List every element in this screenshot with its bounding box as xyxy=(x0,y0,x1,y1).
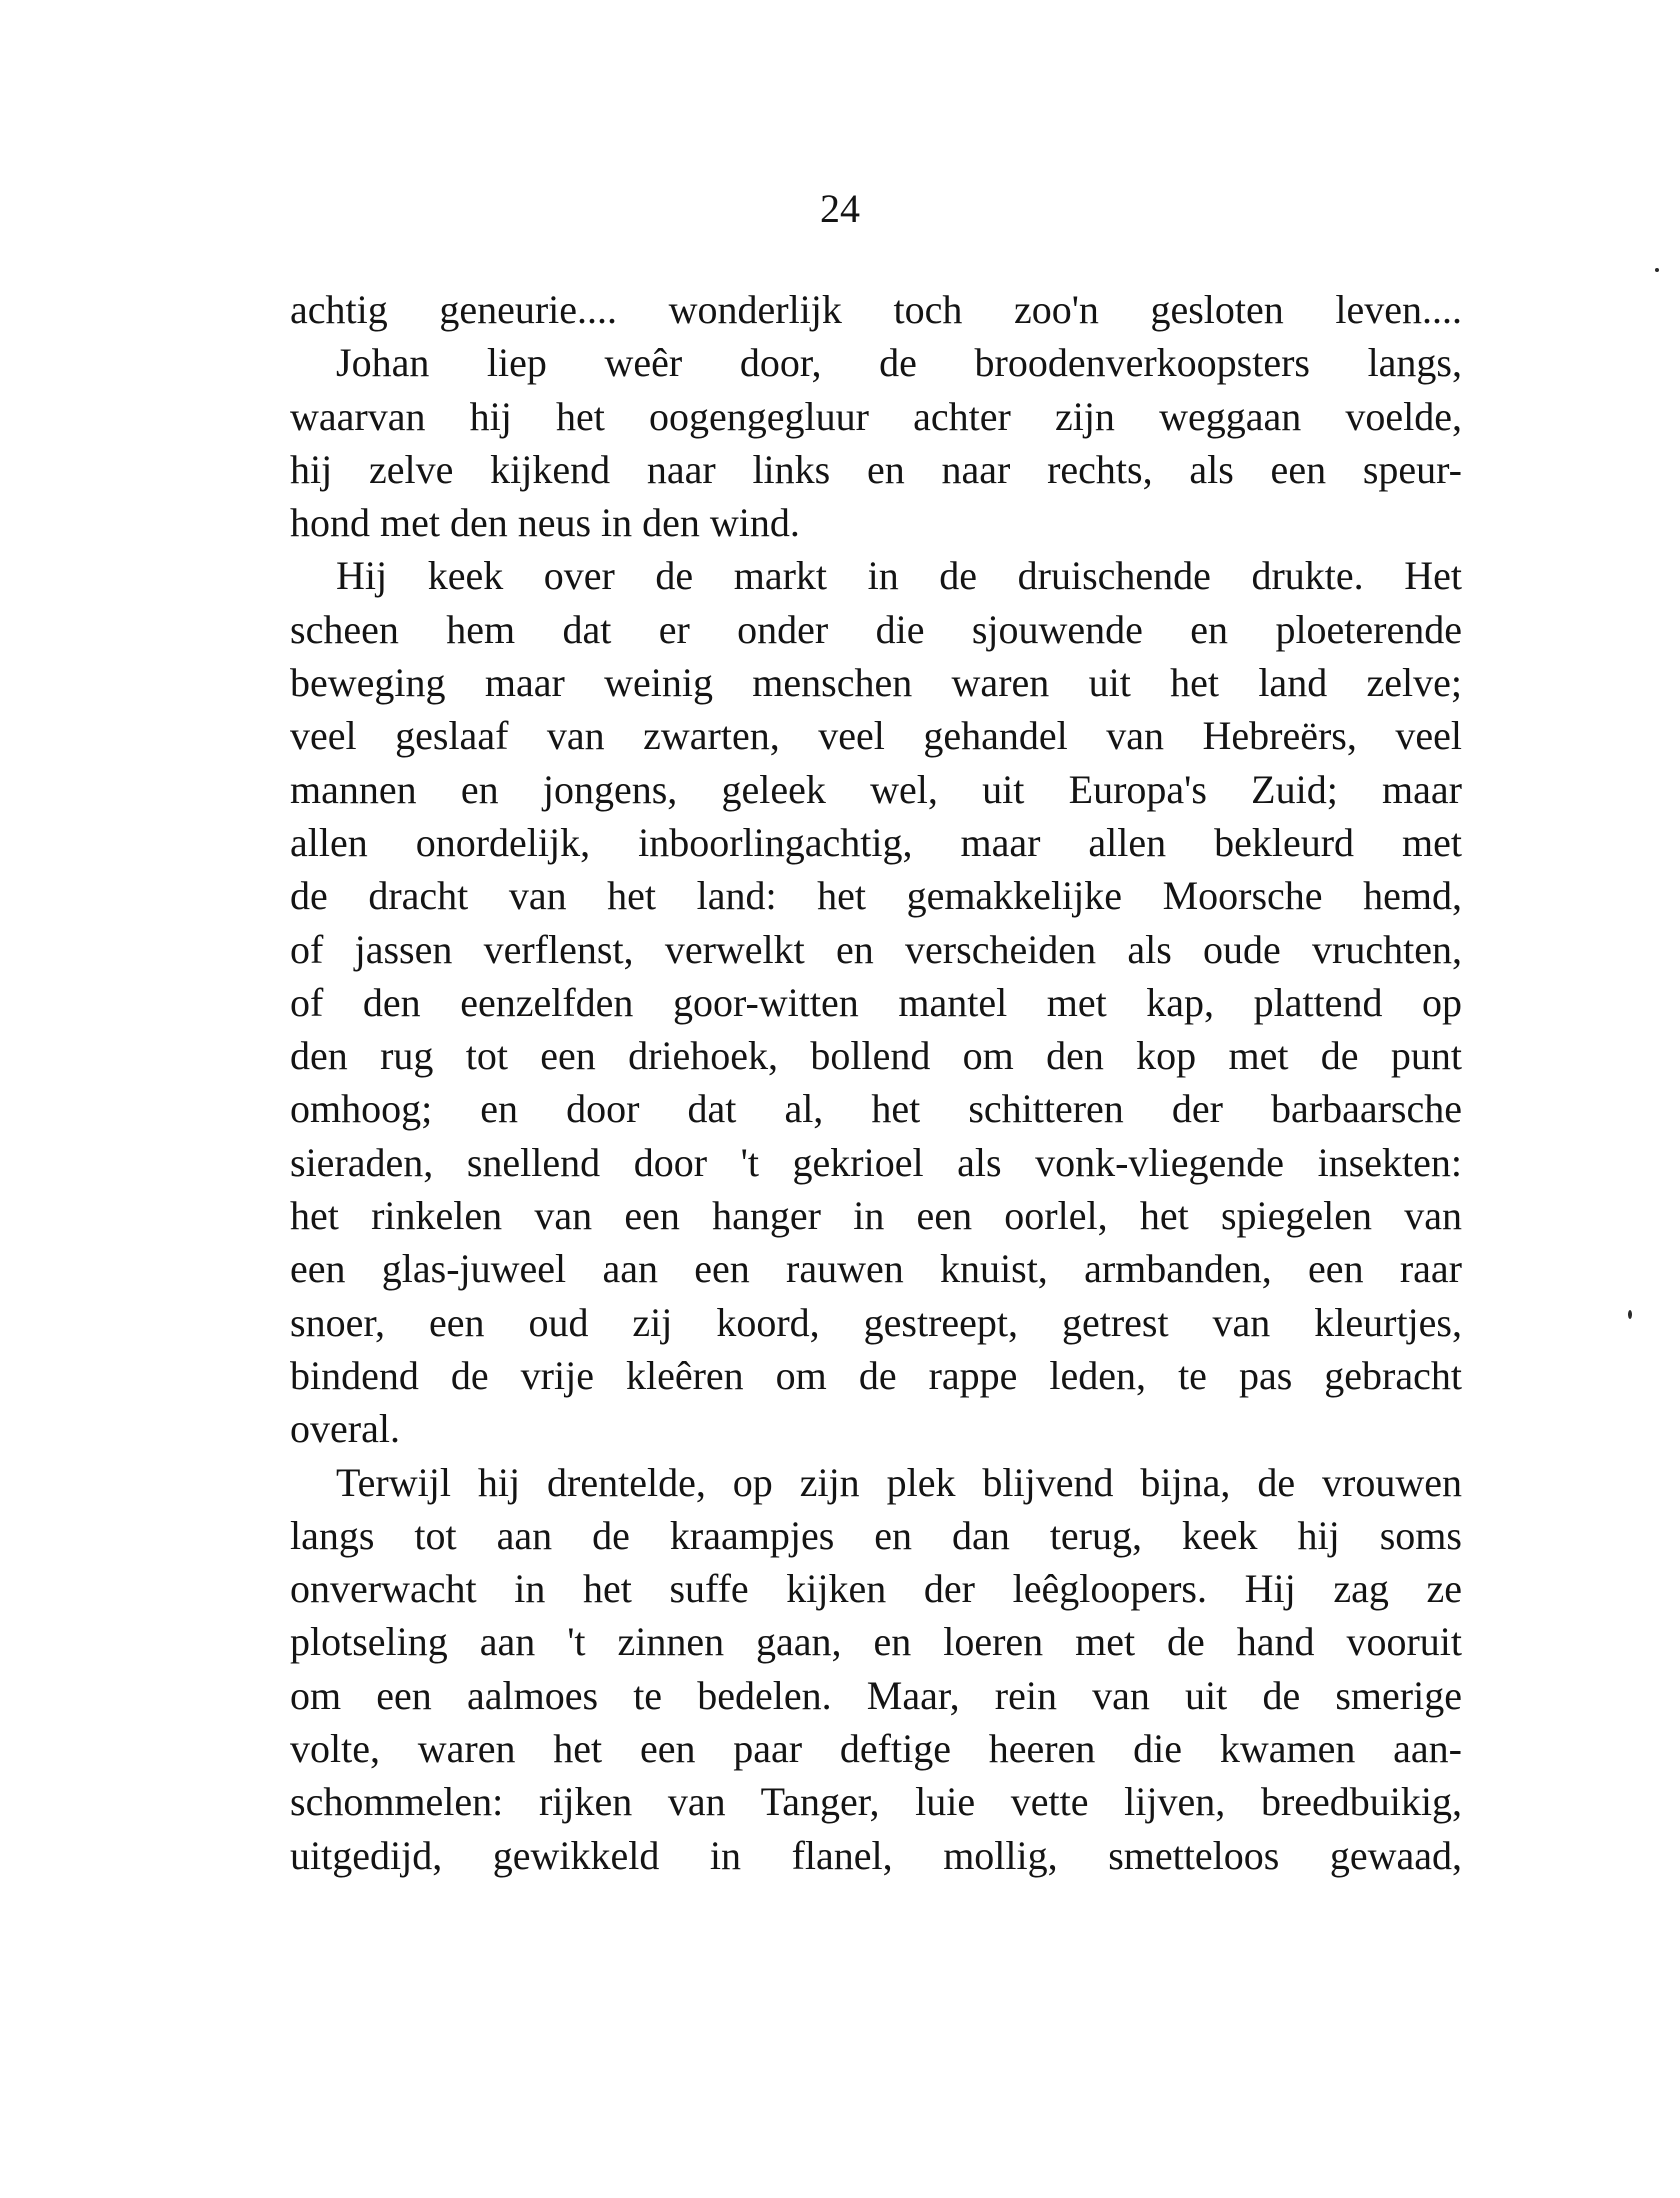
text-line: om een aalmoes te bedelen. Maar, rein van uit de smerige xyxy=(290,1672,1462,1718)
text-line: het rinkelen van een hanger in een oorlel, het spiegelen van xyxy=(290,1193,1462,1239)
text-line: allen onordelijk, inboorlingachtig, maar allen bekleurd met xyxy=(290,819,1462,865)
text-line: volte, waren het een paar deftige heeren die kwamen aan- xyxy=(290,1726,1462,1772)
text-line: bindend de vrije kleêren om de rappe leden, te pas gebracht xyxy=(290,1352,1462,1398)
text-line: schommelen: rijken van Tanger, luie vette lijven, breedbuikig, xyxy=(290,1779,1462,1825)
text-line: Hij keek over de markt in de druischende drukte. Het xyxy=(336,553,1462,599)
page-number: 24 xyxy=(820,186,860,231)
text-line: sieraden, snellend door 't gekrioel als vonk-vliegende insekten: xyxy=(290,1139,1462,1185)
text-line: Johan liep weêr door, de broodenverkoopsters langs, xyxy=(336,340,1462,386)
text-line: den rug tot een driehoek, bollend om den kop met de punt xyxy=(290,1033,1462,1079)
text-line: Terwijl hij drentelde, op zijn plek blijvend bijna, de vrouwen xyxy=(336,1459,1462,1505)
text-line: plotseling aan 't zinnen gaan, en loeren met de hand vooruit xyxy=(290,1619,1462,1665)
scan-speck-middle xyxy=(1628,1310,1632,1319)
text-line: scheen hem dat er onder die sjouwende en ploeterende xyxy=(290,606,1462,652)
text-line: snoer, een oud zij koord, gestreept, getrest van kleurtjes, xyxy=(290,1299,1462,1345)
body-text xyxy=(290,283,1462,1882)
text-line: veel geslaaf van zwarten, veel gehandel van Hebreërs, veel xyxy=(290,713,1462,759)
text-line: of den eenzelfden goor-witten mantel met kap, plattend op xyxy=(290,979,1462,1025)
text-line: achtig geneurie.... wonderlijk toch zoo'n gesloten leven.... xyxy=(290,287,1462,332)
text-line: hond met den neus in den wind. xyxy=(290,500,800,546)
text-line: langs tot aan de kraampjes en dan terug, keek hij soms xyxy=(290,1512,1462,1558)
text-line: of jassen verflenst, verwelkt en verscheiden als oude vruchten, xyxy=(290,926,1462,972)
text-line: overal. xyxy=(290,1406,400,1452)
text-line: een glas-juweel aan een rauwen knuist, armbanden, een raar xyxy=(290,1246,1462,1292)
text-line: onverwacht in het suffe kijken der leêgloopers. Hij zag ze xyxy=(290,1566,1462,1612)
text-line: hij zelve kijkend naar links en naar rechts, als een speur- xyxy=(290,446,1462,492)
text-line: omhoog; en door dat al, het schitteren der barbaarsche xyxy=(290,1086,1462,1132)
scan-speck-top xyxy=(1655,268,1659,272)
text-line: de dracht van het land: het gemakkelijke Moorsche hemd, xyxy=(290,873,1462,919)
text-line: uitgedijd, gewikkeld in flanel, mollig, smetteloos gewaad, xyxy=(290,1832,1462,1878)
text-line: mannen en jongens, geleek wel, uit Europa's Zuid; maar xyxy=(290,766,1462,812)
text-line: beweging maar weinig menschen waren uit het land zelve; xyxy=(290,660,1462,706)
text-line: waarvan hij het oogengegluur achter zijn weggaan voelde, xyxy=(290,393,1462,439)
